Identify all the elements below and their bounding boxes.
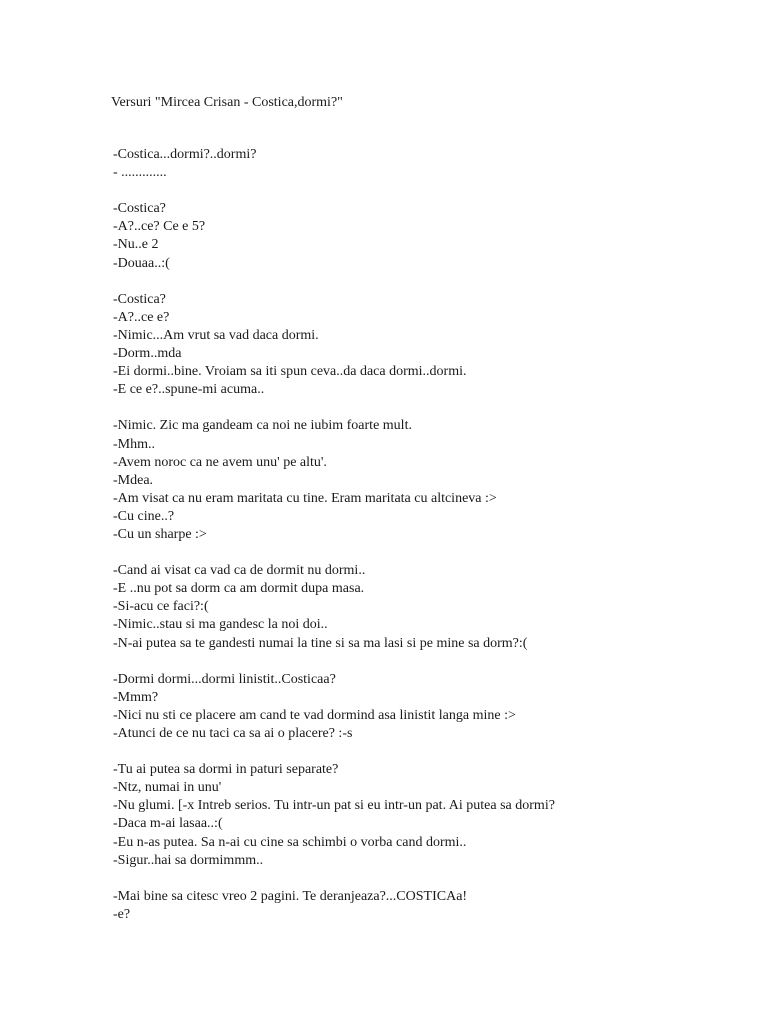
lyric-line: -Atunci de ce nu taci ca sa ai o placere? :-s: [113, 726, 353, 741]
lyric-line: -Dormi dormi...dormi linistit..Costicaa?: [113, 671, 336, 687]
lyric-line: -Nimic. Zic ma gandeam ca noi ne iubim foarte mult.: [113, 418, 412, 434]
lyric-line: -Nimic...Am vrut sa vad daca dormi.: [113, 327, 319, 343]
lyric-line: -Eu n-as putea. Sa n-ai cu cine sa schimbi o vorba cand dormi..: [113, 834, 467, 850]
lyric-line: -Nici nu sti ce placere am cand te vad dormind asa linistit langa mine :>: [113, 707, 516, 723]
lyric-line: -Mhm..: [113, 436, 155, 452]
lyric-line: -Douaa..:(: [113, 255, 170, 271]
lyric-line: -Si-acu ce faci?:(: [113, 599, 209, 615]
lyric-line: -E ..nu pot sa dorm ca am dormit dupa masa.: [113, 581, 365, 597]
lyric-line: -Ntz, numai in unu': [113, 780, 222, 796]
stanza: [113, 562, 733, 652]
lyric-line: -E ce e?..spune-mi acuma..: [113, 382, 265, 398]
lyric-line: -Costica?: [113, 291, 166, 307]
stanza: [113, 200, 733, 272]
lyric-line: -Sigur..hai sa dormimmm..: [113, 852, 264, 868]
lyric-line: -Costica...dormi?..dormi?: [113, 147, 257, 162]
lyric-line: -Ei dormi..bine. Vroiam sa iti spun ceva..da daca dormi..dormi.: [113, 364, 467, 380]
lyric-line: -Am visat ca nu eram maritata cu tine. Eram maritata cu altcineva :>: [113, 490, 497, 506]
stanza: [113, 291, 733, 400]
lyric-line: -Mai bine sa citesc vreo 2 pagini. Te deranjeaza?...COSTICAa!: [113, 888, 468, 904]
lyric-line: -e?: [113, 906, 131, 922]
lyric-line: -Cu un sharpe :>: [113, 526, 207, 542]
stanza: [113, 146, 733, 182]
lyrics-body: [113, 146, 733, 942]
stanza: [113, 417, 733, 544]
stanza: [113, 761, 733, 870]
lyric-line: -Tu ai putea sa dormi in paturi separate?: [113, 762, 339, 778]
stanza: [113, 671, 733, 743]
lyric-line: -Cu cine..?: [113, 508, 175, 524]
lyric-line: - .............: [113, 165, 167, 181]
lyric-line: -Avem noroc ca ne avem unu' pe altu'.: [113, 454, 327, 470]
lyric-line: -Daca m-ai lasaa..:(: [113, 816, 223, 832]
lyric-line: -Mdea.: [113, 472, 154, 488]
stanza: [113, 888, 733, 924]
document-title: Versuri "Mircea Crisan - Costica,dormi?": [111, 95, 343, 110]
lyric-line: -Nu..e 2: [113, 237, 159, 253]
lyric-line: -N-ai putea sa te gandesti numai la tine si sa ma lasi si pe mine sa dorm?:(: [113, 635, 528, 651]
lyric-line: -Nimic..stau si ma gandesc la noi doi..: [113, 617, 328, 633]
lyric-line: -Mmm?: [113, 689, 159, 705]
lyric-line: -Dorm..mda: [113, 346, 182, 362]
lyric-line: -Costica?: [113, 201, 166, 217]
lyric-line: -A?..ce e?: [113, 309, 170, 325]
lyric-line: -Nu glumi. [-x Intreb serios. Tu intr-un pat si eu intr-un pat. Ai putea sa dormi?: [113, 798, 555, 814]
lyric-line: -A?..ce? Ce e 5?: [113, 219, 206, 235]
lyric-line: -Cand ai visat ca vad ca de dormit nu dormi..: [113, 563, 366, 579]
